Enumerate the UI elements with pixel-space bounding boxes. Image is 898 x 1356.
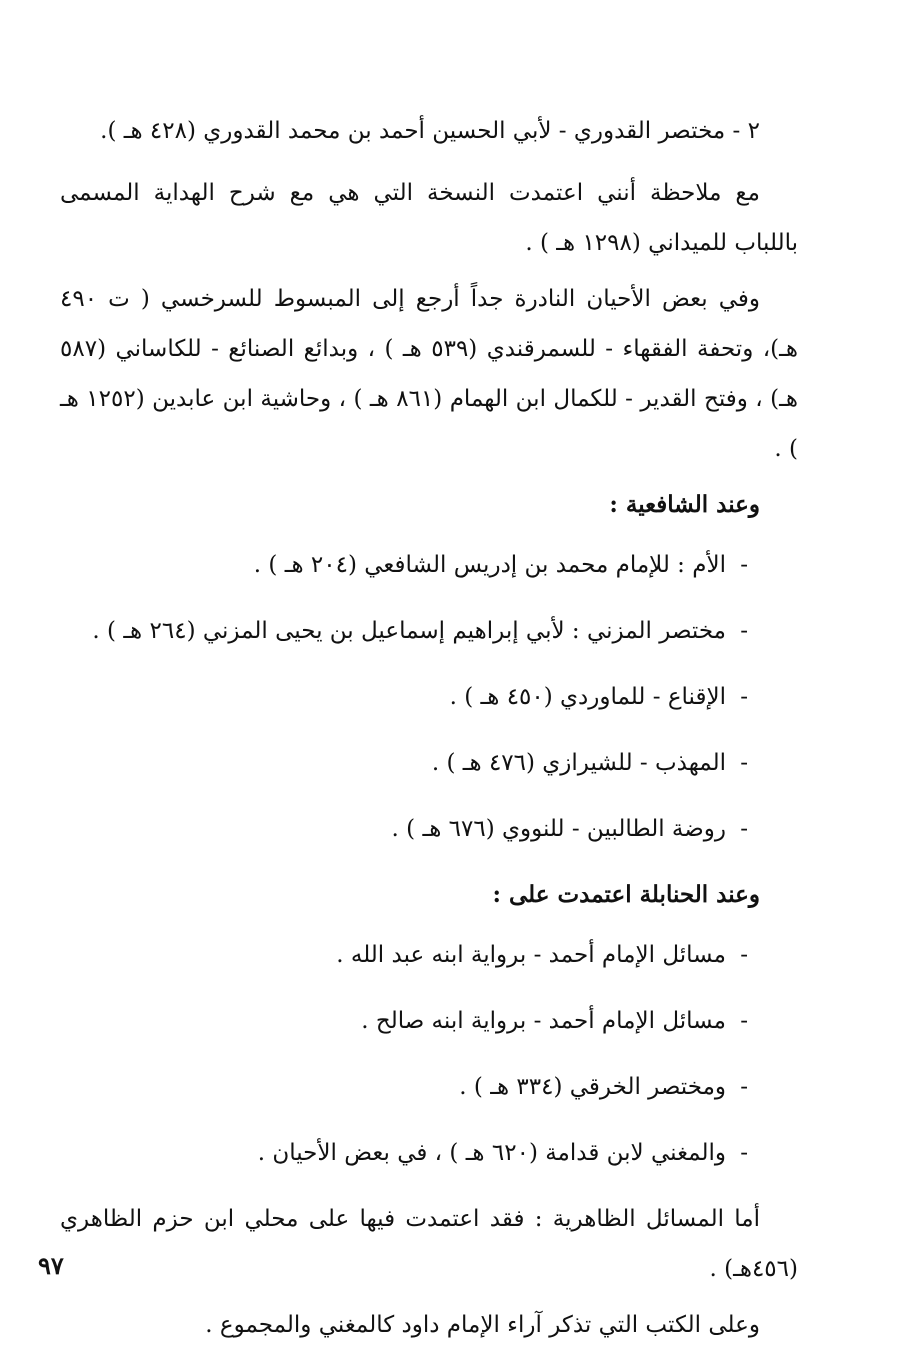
bullet-dash: - <box>740 1008 748 1034</box>
shafii-heading: وعند الشافعية : <box>609 491 760 518</box>
list-item <box>60 672 798 722</box>
list-item-text: ومختصر الخرقي (٣٣٤ هـ ) . <box>459 1074 726 1100</box>
list-item-text: الأم : للإمام محمد بن إدريس الشافعي (٢٠٤ هـ ) . <box>253 552 726 578</box>
list-item <box>60 606 798 656</box>
list-item-text: الإقناع - للماوردي (٤٥٠ هـ ) . <box>449 684 726 710</box>
note-paragraph: مع ملاحظة أنني اعتمدت النسخة التي هي مع شرح الهداية المسمى باللباب للميداني (١٢٩٨ هـ ) . <box>60 180 798 256</box>
list-item-text: والمغني لابن قدامة (٦٢٠ هـ ) ، في بعض الأحيان . <box>257 1140 726 1166</box>
list-item <box>60 1062 798 1112</box>
list-item <box>60 738 798 788</box>
list-item <box>60 804 798 854</box>
bullet-dash: - <box>740 816 748 842</box>
closing-paragraph: وعلى الكتب التي تذكر آراء الإمام داود كالمغني والمجموع . <box>205 1312 760 1338</box>
list-item <box>60 1128 798 1178</box>
list-item <box>60 930 798 980</box>
list-item <box>60 996 798 1046</box>
list-item-mukhtasar-qudduri: ٢ - مختصر القدوري - لأبي الحسين أحمد بن محمد القدوري (٤٢٨ هـ ). <box>100 118 760 144</box>
zahiri-paragraph: أما المسائل الظاهرية : فقد اعتمدت فيها على محلي ابن حزم الظاهري (٤٥٦هـ) . <box>60 1206 798 1282</box>
list-item-text: المهذب - للشيرازي (٤٧٦ هـ ) . <box>431 750 726 776</box>
list-item-text: مختصر المزني : لأبي إبراهيم إسماعيل بن يحيى المزني (٢٦٤ هـ ) . <box>92 618 726 644</box>
list-item-text: روضة الطالبين - للنووي (٦٧٦ هـ ) . <box>391 816 726 842</box>
bullet-dash: - <box>740 750 748 776</box>
bullet-dash: - <box>740 684 748 710</box>
list-item <box>60 540 798 590</box>
rare-references-paragraph: وفي بعض الأحيان النادرة جداً أرجع إلى المبسوط للسرخسي ( ت ٤٩٠ هـ)، وتحفة الفقهاء - للسمرقندي (٥٣٩ هـ ) ، وبدائع الصنائع - للكاساني (٥٨٧ هـ) ، وفتح القدير - للكمال ابن الهمام (٨٦١ هـ ) ، وحاشية ابن عابدين (١٢٥٢ هـ ) . <box>60 286 798 462</box>
page-body <box>60 106 798 1356</box>
hanbali-heading: وعند الحنابلة اعتمدت على : <box>492 881 760 908</box>
bullet-dash: - <box>740 552 748 578</box>
page-number: ٩٧ <box>38 1251 64 1280</box>
bullet-dash: - <box>740 942 748 968</box>
bullet-dash: - <box>740 1074 748 1100</box>
list-item-text: مسائل الإمام أحمد - برواية ابنه صالح . <box>361 1008 726 1034</box>
list-item-text: مسائل الإمام أحمد - برواية ابنه عبد الله . <box>336 942 726 968</box>
bullet-dash: - <box>740 1140 748 1166</box>
bullet-dash: - <box>740 618 748 644</box>
